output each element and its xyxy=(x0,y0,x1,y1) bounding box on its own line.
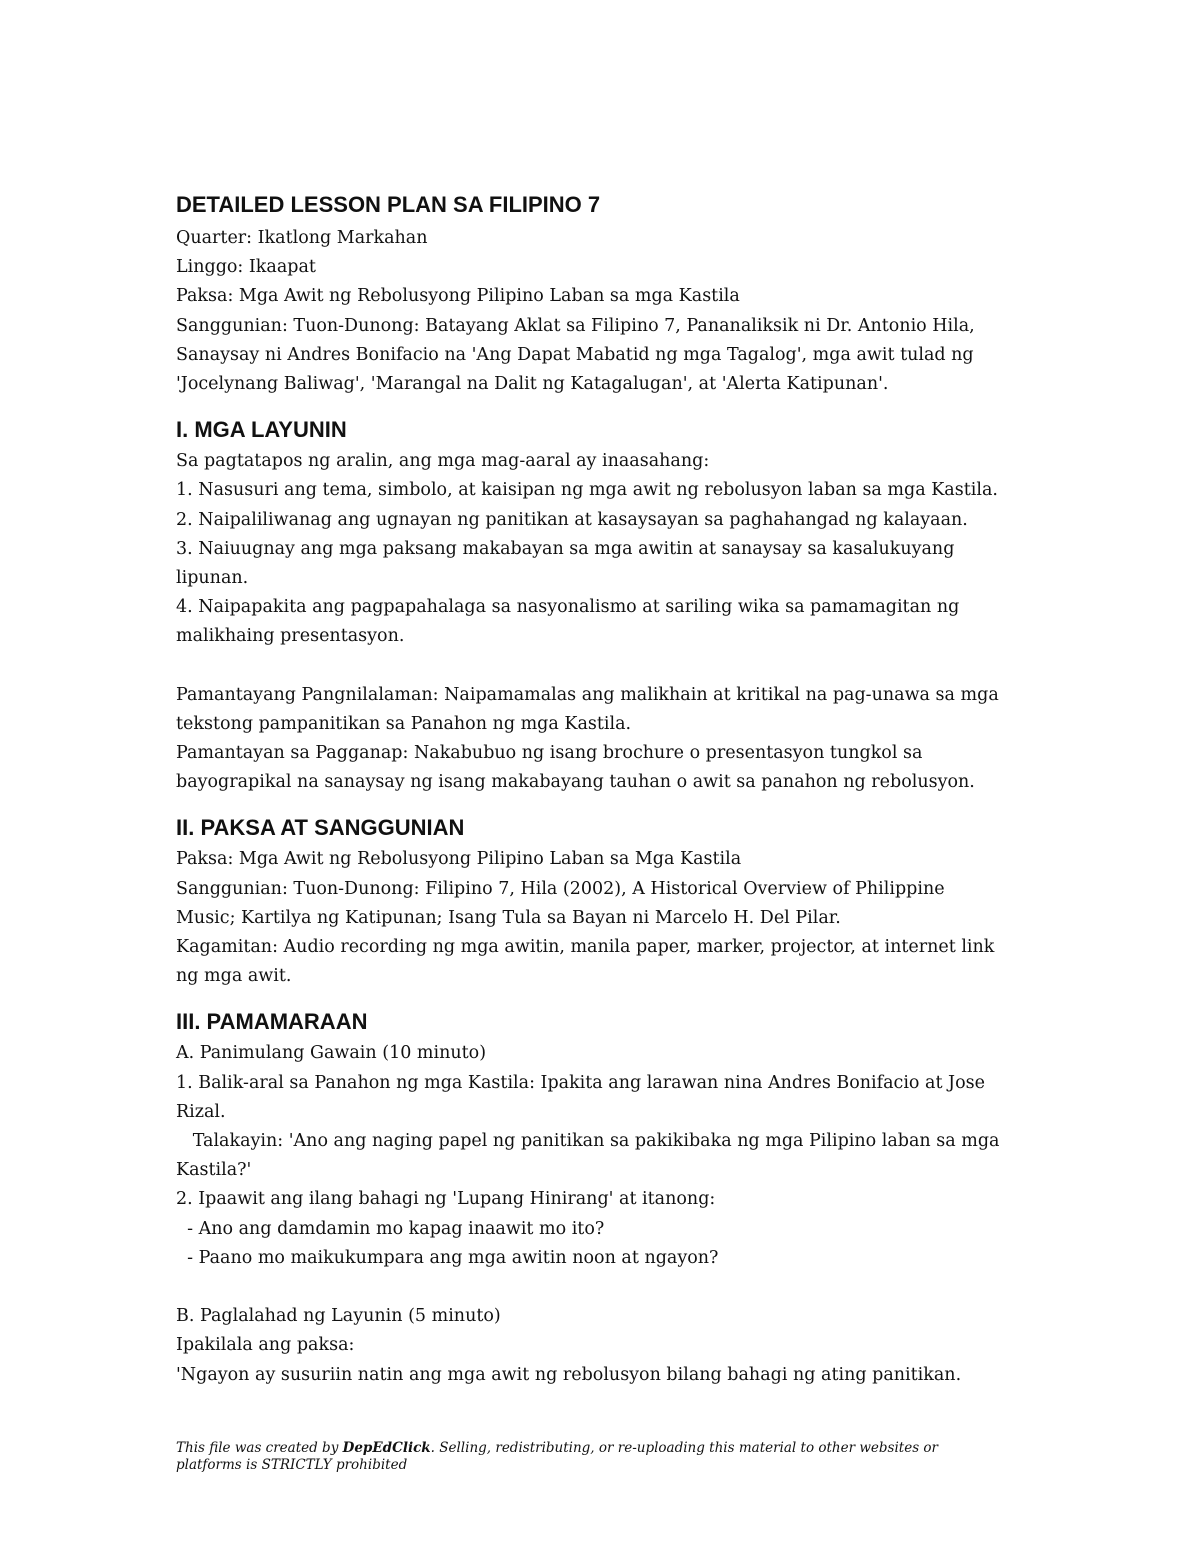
lesson-plan-page xyxy=(176,190,1036,1390)
topic-line: Paksa: Mga Awit ng Rebolusyong Pilipino Laban sa Mga Kastila xyxy=(176,849,742,870)
objective-item: 1. Nasusuri ang tema, simbolo, at kaisipan ng mga awit ng rebolusyon laban sa mga Kastila. xyxy=(176,480,998,501)
procedure-item: 2. Ipaawit ang ilang bahagi ng 'Lupang Hinirang' at itanong: xyxy=(176,1189,716,1210)
content-standard: Pamantayang Pangnilalaman: Naipamamalas ang malikhain at kritikal na pag-unawa sa mga xyxy=(176,684,999,705)
procedure-item-continuation: Rizal. xyxy=(176,1101,226,1122)
footer-brand: DepEdClick xyxy=(342,1440,431,1456)
section-heading-topic: II. PAKSA AT SANGGUNIAN xyxy=(176,815,465,841)
reference-line: Music; Kartilya ng Katipunan; Isang Tula sa Bayan ni Marcelo H. Del Pilar. xyxy=(176,907,841,928)
blank-line xyxy=(176,652,1036,681)
document-title: DETAILED LESSON PLAN SA FILIPINO 7 xyxy=(176,192,601,217)
procedure-subheading: B. Paglalahad ng Layunin (5 minuto) xyxy=(176,1306,501,1327)
reference-line: Sanggunian: Tuon-Dunong: Batayang Aklat sa Filipino 7, Pananaliksik ni Dr. Antonio Hila, xyxy=(176,315,975,336)
footer-notice xyxy=(176,1440,1006,1474)
objective-item: 4. Naipapakita ang pagpapahalaga sa nasyonalismo at sariling wika sa pamamagitan ng xyxy=(176,597,960,618)
quarter-line: Quarter: Ikatlong Markahan xyxy=(176,228,428,248)
materials-line: ng mga awit. xyxy=(176,966,292,987)
reference-line: Sanaysay ni Andres Bonifacio na 'Ang Dapat Mabatid ng mga Tagalog', mga awit tulad ng xyxy=(176,344,974,365)
procedure-question: - Paano mo maikukumpara ang mga awitin noon at ngayon? xyxy=(176,1247,719,1268)
section-heading-procedure: III. PAMAMARAAN xyxy=(176,1009,368,1035)
performance-standard: Pamantayan sa Pagganap: Nakabubuo ng isang brochure o presentasyon tungkol sa xyxy=(176,743,923,764)
footer-prefix: This file was created by xyxy=(176,1440,343,1456)
procedure-question: - Ano ang damdamin mo kapag inaawit mo ito? xyxy=(176,1218,605,1239)
objectives-intro: Sa pagtatapos ng aralin, ang mga mag-aaral ay inaasahang: xyxy=(176,451,710,472)
objective-item-continuation: lipunan. xyxy=(176,568,249,589)
objective-item: 3. Naiuugnay ang mga paksang makabayan sa mga awitin at sanaysay sa kasalukuyang xyxy=(176,538,955,559)
procedure-item: Ipakilala ang paksa: xyxy=(176,1335,355,1356)
section-heading-objectives: I. MGA LAYUNIN xyxy=(176,417,347,443)
topic-line: Paksa: Mga Awit ng Rebolusyong Pilipino Laban sa mga Kastila xyxy=(176,286,740,307)
footer-suffix: . Selling, redistributing, or re-uploading this material to other websites or platforms is STRICTLY prohibited xyxy=(176,1440,939,1473)
materials-line: Kagamitan: Audio recording ng mga awitin, manila paper, marker, projector, at internet link xyxy=(176,937,995,958)
week-line: Linggo: Ikaapat xyxy=(176,257,316,278)
performance-standard-continuation: bayograpikal na sanaysay ng isang makabayang tauhan o awit sa panahon ng rebolusyon. xyxy=(176,772,975,793)
blank-line xyxy=(176,1273,1036,1302)
reference-line: 'Jocelynang Baliwag', 'Marangal na Dalit ng Katagalugan', at 'Alerta Katipunan'. xyxy=(176,374,889,395)
objective-item-continuation: malikhaing presentasyon. xyxy=(176,626,405,647)
procedure-item: Talakayin: 'Ano ang naging papel ng panitikan sa pakikibaka ng mga Pilipino laban sa mga xyxy=(176,1131,1000,1152)
objective-item: 2. Naipaliliwanag ang ugnayan ng panitikan at kasaysayan sa paghahangad ng kalayaan. xyxy=(176,509,968,530)
procedure-item-continuation: Kastila?' xyxy=(176,1160,252,1181)
reference-line: Sanggunian: Tuon-Dunong: Filipino 7, Hila (2002), A Historical Overview of Philippine xyxy=(176,878,945,899)
content-standard-continuation: tekstong pampanitikan sa Panahon ng mga Kastila. xyxy=(176,713,632,734)
procedure-item: 'Ngayon ay susuriin natin ang mga awit ng rebolusyon bilang bahagi ng ating panitikan. xyxy=(176,1364,962,1385)
procedure-subheading: A. Panimulang Gawain (10 minuto) xyxy=(176,1043,487,1064)
procedure-item: 1. Balik-aral sa Panahon ng mga Kastila: Ipakita ang larawan nina Andres Bonifacio at Jose xyxy=(176,1072,985,1093)
